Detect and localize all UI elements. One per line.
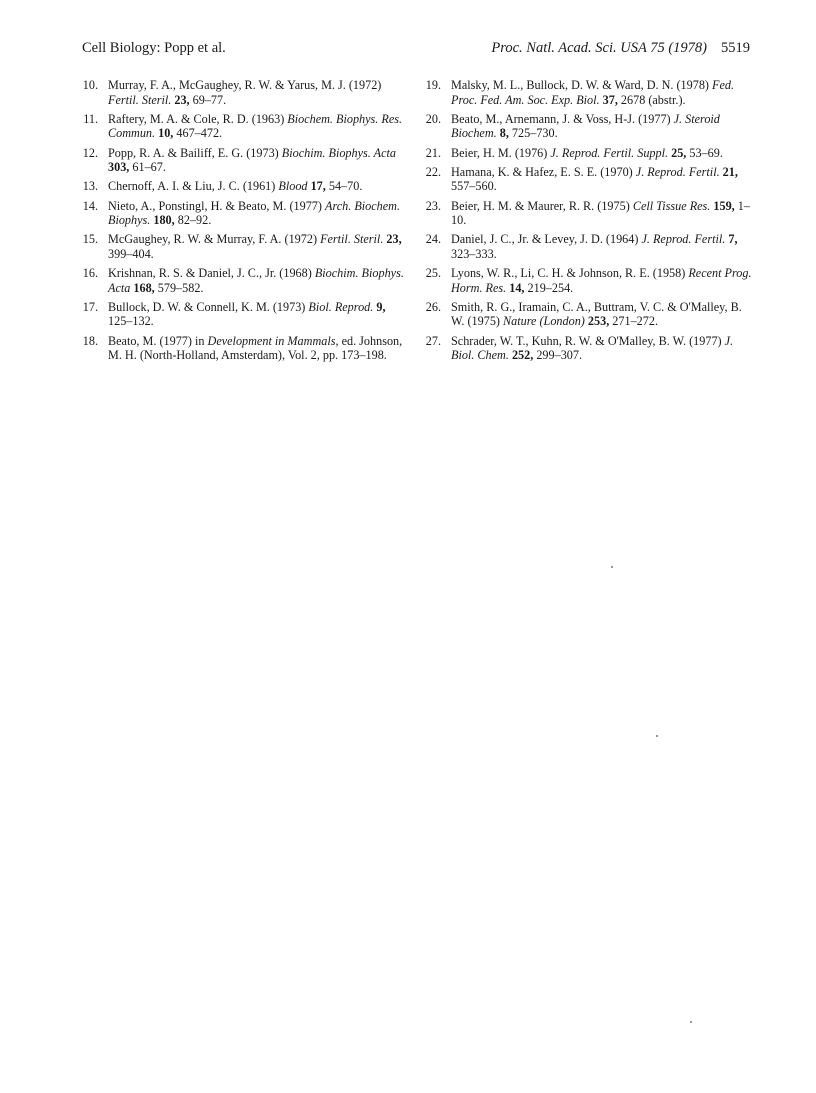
scan-speck: [611, 566, 613, 568]
reference-volume: 14,: [509, 280, 525, 295]
reference-volume: 17,: [310, 179, 326, 194]
reference-volume: 10,: [158, 126, 174, 141]
reference-fragment: Beato, M. (1977) in: [108, 333, 208, 348]
reference-fragment: Nieto, A., Ponstingl, H. & Beato, M. (1977): [108, 198, 325, 213]
reference-number: 17.: [82, 299, 98, 314]
reference-fragment: Malsky, M. L., Bullock, D. W. & Ward, D. N. (1978): [451, 78, 713, 92]
reference-volume: 303,: [108, 160, 130, 175]
reference-text: [108, 334, 402, 363]
reference-source: Fertil. Steril.: [320, 232, 384, 247]
reference-text: [108, 146, 396, 175]
reference-number: 22.: [425, 164, 441, 179]
reference-fragment: McGaughey, R. W. & Murray, F. A. (1972): [108, 232, 321, 247]
reference-item: [425, 146, 755, 161]
reference-source: Nature (London): [503, 314, 585, 329]
reference-fragment: Beier, H. M. & Maurer, R. R. (1975): [451, 198, 633, 213]
reference-number: 16.: [82, 266, 98, 281]
reference-source: Fed. Proc. Fed. Am. Soc. Exp. Biol.: [451, 78, 735, 107]
reference-number: 25.: [425, 266, 441, 281]
reference-number: 23.: [425, 198, 441, 213]
reference-text: [108, 232, 402, 261]
reference-number: 13.: [82, 179, 98, 194]
reference-source: Biochim. Biophys. Acta: [281, 145, 396, 160]
reference-fragment: 323–333.: [451, 246, 497, 261]
reference-volume: 168,: [133, 280, 155, 295]
reference-item: [82, 112, 412, 141]
reference-item: [82, 179, 412, 194]
reference-source: Blood: [278, 179, 308, 194]
reference-fragment: Beato, M., Arnemann, J. & Voss, H-J. (1977): [451, 111, 674, 126]
reference-fragment: 299–307.: [533, 348, 583, 363]
reference-source: J. Reprod. Fertil.: [641, 232, 726, 247]
reference-text: [451, 300, 742, 329]
journal-citation: [491, 40, 750, 57]
reference-fragment: 579–582.: [154, 280, 204, 295]
reference-fragment: Murray, F. A., McGaughey, R. W. & Yarus, M. J. (1972): [108, 78, 382, 92]
reference-fragment: Krishnan, R. S. & Daniel, J. C., Jr. (1968): [108, 266, 315, 281]
reference-item: [425, 112, 755, 141]
reference-number: 14.: [82, 198, 98, 213]
reference-volume: 8,: [499, 126, 509, 141]
reference-source: J. Steroid Biochem.: [451, 111, 720, 141]
reference-volume: 23,: [386, 232, 402, 247]
reference-fragment: 54–70.: [325, 179, 363, 194]
reference-number: 19.: [425, 78, 441, 92]
reference-fragment: Raftery, M. A. & Cole, R. D. (1963): [108, 111, 288, 126]
reference-number: 21.: [425, 145, 441, 160]
reference-fragment: Lyons, W. R., Li, C. H. & Johnson, R. E. (1958): [451, 266, 689, 281]
reference-source: Biol. Reprod.: [308, 299, 374, 314]
page-number: 5519: [721, 40, 750, 56]
references-column-left: [82, 78, 412, 367]
reference-volume: 25,: [671, 145, 687, 160]
reference-source: Arch. Biochem. Biophys.: [108, 198, 401, 228]
reference-item: [82, 266, 412, 295]
page-header: [0, 40, 816, 60]
reference-item: [425, 232, 755, 261]
journal-title: Proc. Natl. Acad. Sci. USA 75 (1978): [491, 40, 707, 56]
reference-source: Biochim. Biophys. Acta: [108, 266, 404, 295]
reference-fragment: 725–730.: [508, 126, 558, 141]
reference-number: 10.: [82, 78, 98, 92]
reference-fragment: ed. Johnson, M. H. (North-Holland, Amsterdam), Vol. 2, pp. 173–198.: [108, 333, 403, 363]
reference-fragment: 219–254.: [524, 280, 574, 295]
reference-text: [108, 199, 400, 228]
references-column-right: [425, 78, 755, 367]
reference-volume: 253,: [587, 314, 610, 329]
reference-text: [451, 146, 723, 160]
reference-number: 11.: [83, 111, 98, 126]
reference-item: [425, 266, 755, 295]
reference-source: Cell Tissue Res.: [632, 198, 711, 213]
reference-volume: 23,: [174, 92, 190, 107]
reference-text: [108, 78, 381, 107]
reference-source: J. Reprod. Fertil.: [635, 164, 720, 179]
reference-fragment: 399–404.: [108, 246, 154, 261]
reference-source: J. Reprod. Fertil. Suppl.: [550, 145, 669, 160]
reference-source: J. Biol. Chem.: [451, 333, 734, 363]
reference-volume: 252,: [511, 348, 534, 363]
reference-item: [425, 165, 755, 194]
reference-item: [82, 146, 412, 175]
reference-source: Recent Prog. Horm. Res.: [451, 266, 752, 295]
reference-fragment: 467–472.: [173, 126, 223, 141]
reference-source: Biochem. Biophys. Res. Commun.: [108, 111, 403, 141]
reference-item: [425, 334, 755, 363]
reference-fragment: Smith, R. G., Iramain, C. A., Buttram, V. C. & O'Malley, B. W. (1975): [451, 299, 742, 329]
reference-fragment: 1–10.: [451, 198, 750, 228]
reference-text: [451, 78, 734, 107]
reference-fragment: Beier, H. M. (1976): [451, 145, 551, 160]
reference-fragment: 53–69.: [686, 145, 723, 160]
scan-speck: [656, 735, 658, 737]
reference-item: [82, 78, 412, 107]
reference-fragment: 125–132.: [108, 314, 154, 329]
reference-number: 12.: [82, 145, 98, 160]
reference-fragment: Popp, R. A. & Bailiff, E. G. (1973): [108, 145, 282, 160]
reference-item: [82, 232, 412, 261]
reference-text: [451, 334, 733, 363]
reference-item: [82, 334, 412, 363]
reference-volume: 21,: [722, 164, 738, 179]
reference-fragment: Hamana, K. & Hafez, E. S. E. (1970): [451, 164, 636, 179]
reference-text: [108, 179, 362, 193]
reference-text: [108, 112, 402, 141]
reference-fragment: 557–560.: [451, 179, 497, 194]
reference-fragment: Daniel, J. C., Jr. & Levey, J. D. (1964): [451, 232, 642, 247]
reference-text: [451, 112, 720, 141]
reference-text: [108, 300, 386, 329]
reference-fragment: Bullock, D. W. & Connell, K. M. (1973): [108, 299, 309, 314]
reference-fragment: 82–92.: [174, 213, 212, 228]
reference-number: 27.: [425, 333, 441, 348]
reference-text: [451, 199, 750, 228]
reference-number: 20.: [425, 111, 441, 126]
reference-text: [451, 266, 752, 295]
reference-volume: 7,: [728, 232, 738, 247]
reference-fragment: 2678 (abstr.).: [617, 92, 686, 107]
reference-source: Development in Mammals,: [207, 333, 339, 348]
reference-fragment: 61–67.: [129, 160, 166, 175]
reference-text: [451, 165, 738, 194]
reference-text: [451, 232, 737, 261]
reference-volume: 9,: [376, 299, 386, 314]
reference-number: 15.: [82, 232, 98, 247]
reference-item: [425, 78, 755, 107]
reference-item: [425, 300, 755, 329]
running-head: Cell Biology: Popp et al.: [82, 40, 226, 56]
reference-source: Fertil. Steril.: [108, 92, 172, 107]
reference-fragment: Schrader, W. T., Kuhn, R. W. & O'Malley, B. W. (1977): [451, 333, 725, 348]
reference-volume: 180,: [153, 213, 175, 228]
reference-number: 24.: [425, 232, 441, 247]
scan-speck: [690, 1021, 692, 1023]
reference-item: [82, 199, 412, 228]
reference-item: [425, 199, 755, 228]
reference-fragment: 271–272.: [609, 314, 658, 329]
reference-number: 26.: [425, 299, 441, 314]
reference-volume: 159,: [713, 198, 735, 213]
reference-fragment: 69–77.: [189, 92, 227, 107]
reference-fragment: Chernoff, A. I. & Liu, J. C. (1961): [108, 179, 279, 194]
reference-item: [82, 300, 412, 329]
reference-text: [108, 266, 404, 295]
reference-number: 18.: [82, 333, 98, 348]
reference-volume: 37,: [602, 92, 618, 107]
